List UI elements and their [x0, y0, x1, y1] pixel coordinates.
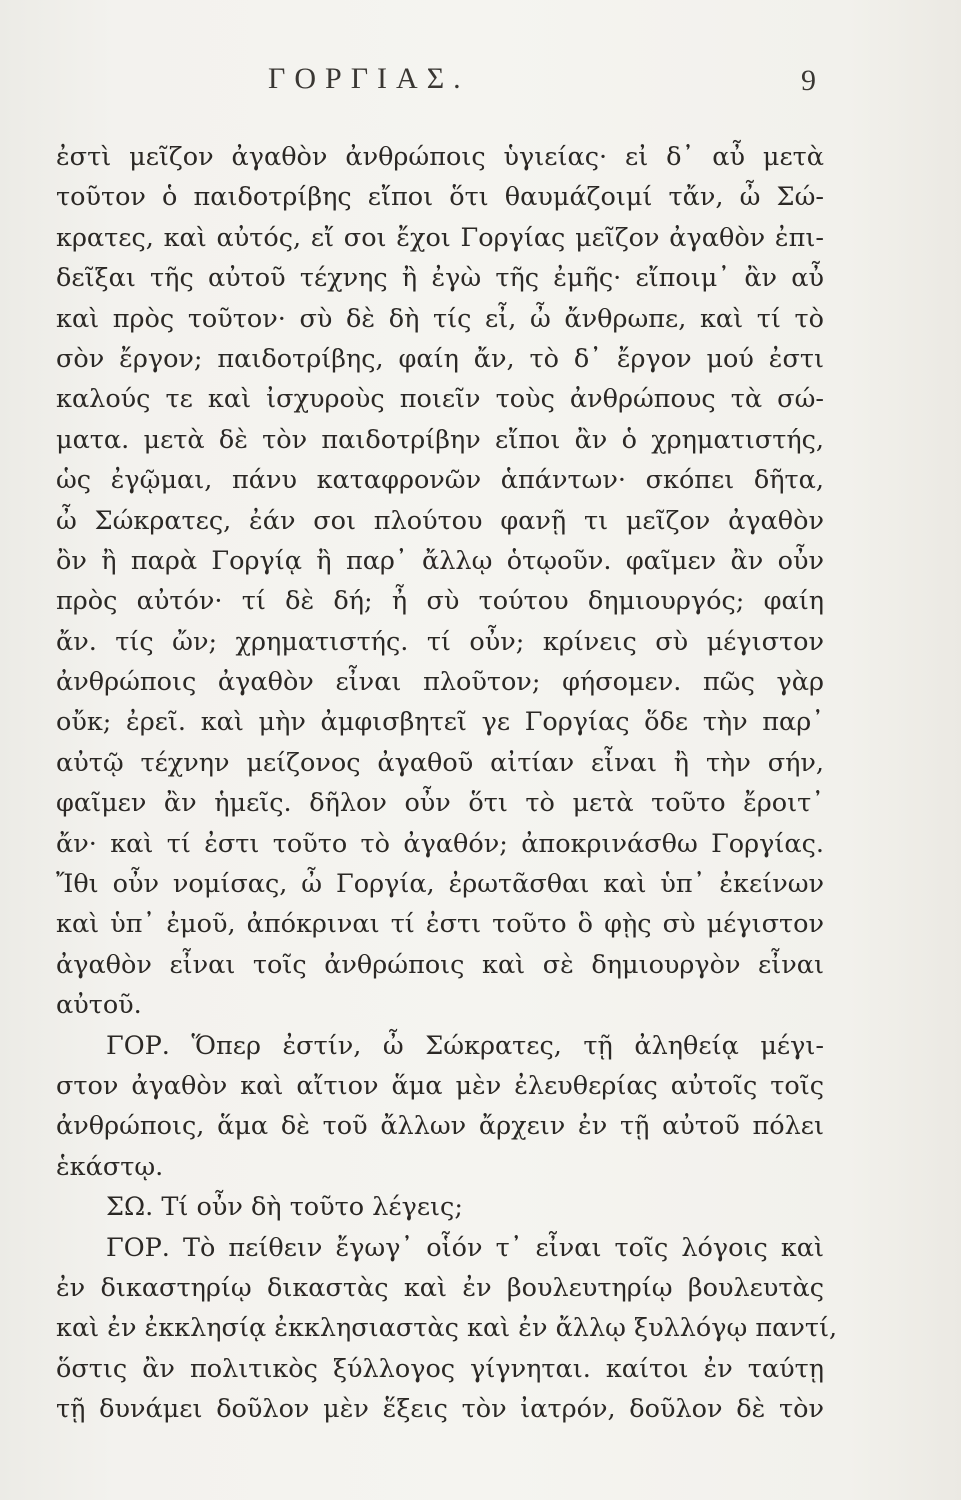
speaker-line: ΓΟΡ. Ὅπερ ἐστίν, ὦ Σώκρατες, τῇ ἀληθείᾳ μέγι- — [106, 1030, 824, 1061]
text-line: κρατες, καὶ αὐτός, εἴ σοι ἔχοι Γοργίας μεῖζον ἀγαθὸν ἐπι- — [56, 222, 824, 253]
text-line: ὂν ἢ παρὰ Γοργίᾳ ἢ παρ᾽ ἄλλῳ ὁτῳοῦν. φαῖμεν ἂν οὖν — [56, 545, 824, 576]
page-number: 9 — [801, 64, 816, 97]
text-line: καὶ πρὸς τοῦτον· σὺ δὲ δὴ τίς εἶ, ὦ ἄνθρωπε, καὶ τί τὸ — [56, 303, 824, 334]
text-line: ἀνθρώποις, ἅμα δὲ τοῦ ἄλλων ἄρχειν ἐν τῇ αὐτοῦ πόλει — [56, 1111, 824, 1142]
text-line: Ἴθι οὖν νομίσας, ὦ Γοργία, ἐρωτᾶσθαι καὶ ὑπ᾽ ἐκείνων — [56, 869, 824, 900]
speaker-line: ΣΩ. Τί οὖν δὴ τοῦτο λέγεις; — [106, 1192, 463, 1223]
text-line: αὐτοῦ. — [56, 990, 142, 1021]
text-line: τοῦτον ὁ παιδοτρίβης εἴποι ὅτι θαυμάζοιμί τἄν, ὦ Σώ- — [56, 182, 824, 213]
text-line: οὔκ; ἐρεῖ. καὶ μὴν ἀμφισβητεῖ γε Γοργίας ὅδε τὴν παρ᾽ — [56, 707, 824, 738]
running-title: ΓΟΡΓΙΑΣ. — [268, 62, 470, 95]
text-line: ὅστις ἂν πολιτικὸς ξύλλογος γίγνηται. καίτοι ἐν ταύτῃ — [56, 1353, 824, 1384]
text-line: πρὸς αὐτόν· τί δὲ δή; ἦ σὺ τούτου δημιουργός; φαίη — [56, 586, 824, 617]
speaker-line: ΓΟΡ. Τὸ πείθειν ἔγωγ᾽ οἷόν τ᾽ εἶναι τοῖς λόγοις καὶ — [106, 1232, 824, 1263]
body-text — [56, 137, 838, 1430]
text-line: φαῖμεν ἂν ἡμεῖς. δῆλον οὖν ὅτι τὸ μετὰ τοῦτο ἔροιτ᾽ — [56, 788, 824, 819]
text-line: καὶ ἐν ἐκκλησίᾳ ἐκκλησιαστὰς καὶ ἐν ἄλλῳ ξυλλόγῳ παντί, — [56, 1313, 838, 1344]
text-line: ἑκάστῳ. — [56, 1151, 164, 1182]
text-line: ἐστὶ μεῖζον ἀγαθὸν ἀνθρώποις ὑγιείας· εἰ δ᾽ αὖ μετὰ — [56, 142, 824, 172]
text-line: ἀνθρώποις ἀγαθὸν εἶναι πλοῦτον; φήσομεν. πῶς γὰρ — [56, 667, 824, 698]
text-line: ὦ Σώκρατες, ἐάν σοι πλούτου φανῇ τι μεῖζον ἀγαθὸν — [56, 505, 824, 536]
text-line: δεῖξαι τῆς αὐτοῦ τέχνης ἢ ἐγὼ τῆς ἐμῆς· εἴποιμ᾽ ἂν αὖ — [56, 263, 824, 294]
text-line: ἐν δικαστηρίῳ δικαστὰς καὶ ἐν βουλευτηρίῳ βουλευτὰς — [56, 1272, 824, 1303]
text-line: ἄν. τίς ὤν; χρηματιστής. τί οὖν; κρίνεις σὺ μέγιστον — [56, 626, 824, 657]
text-line: αὐτῷ τέχνην μείζονος ἀγαθοῦ αἰτίαν εἶναι ἢ τὴν σήν, — [56, 747, 824, 778]
text-line: τῇ δυνάμει δοῦλον μὲν ἕξεις τὸν ἰατρόν, δοῦλον δὲ τὸν — [56, 1394, 824, 1425]
text-line: στον ἀγαθὸν καὶ αἴτιον ἅμα μὲν ἐλευθερίας αὐτοῖς τοῖς — [56, 1070, 824, 1101]
page-header — [0, 52, 961, 102]
text-line: καὶ ὑπ᾽ ἐμοῦ, ἀπόκριναι τί ἐστι τοῦτο ὃ φῂς σὺ μέγιστον — [56, 909, 824, 940]
text-line: ὡς ἐγῷμαι, πάνυ καταφρονῶν ἁπάντων· σκόπει δῆτα, — [56, 465, 824, 496]
text-line: ἀγαθὸν εἶναι τοῖς ἀνθρώποις καὶ σὲ δημιουργὸν εἶναι — [56, 949, 824, 980]
text-line: καλούς τε καὶ ἰσχυροὺς ποιεῖν τοὺς ἀνθρώπους τὰ σώ- — [56, 384, 824, 415]
text-line: σὸν ἔργον; παιδοτρίβης, φαίη ἄν, τὸ δ᾽ ἔργον μού ἐστι — [56, 343, 824, 374]
text-line: ματα. μετὰ δὲ τὸν παιδοτρίβην εἴποι ἂν ὁ χρηματιστής, — [56, 424, 824, 455]
text-line: ἄν· καὶ τί ἐστι τοῦτο τὸ ἀγαθόν; ἀποκρινάσθω Γοργίας. — [56, 828, 824, 859]
